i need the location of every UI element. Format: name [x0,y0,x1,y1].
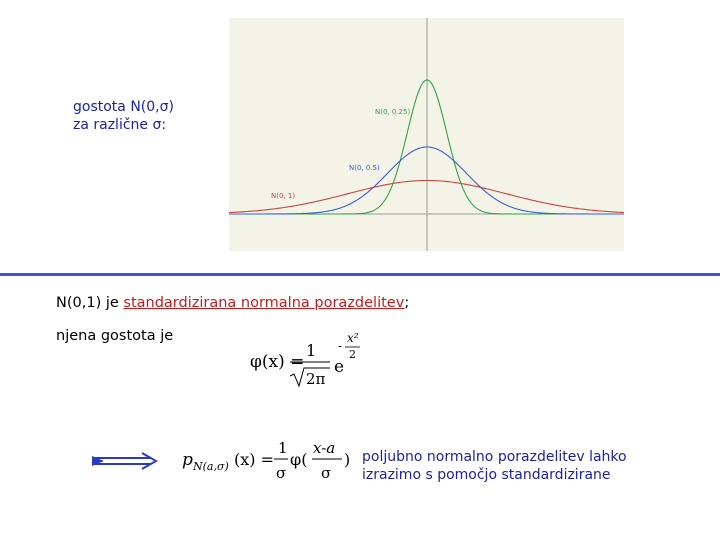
formula1-exp-numerator: x² [347,331,359,345]
formula1-base: e [334,357,345,377]
formula2-phi: φ( [290,450,308,469]
formula2-frac1-denominator: σ [276,464,287,482]
curve-label-1: N(0, 0.5) [349,164,380,172]
formula2-close: ) [344,450,351,469]
formula1-lhs: φ(x) = [250,352,305,372]
formula2-frac2-numerator: x-a [313,439,336,457]
explanation-line-2: izrazimo s pomočjo standardizirane [362,467,611,483]
statement-prefix: N(0,1) je [56,295,124,311]
formula1-numerator: 1 [306,341,317,360]
curve-labels [271,108,410,200]
general-normal-density-formula [180,438,358,484]
density-label: njena gostota je [56,328,174,344]
formula2-frac2-denominator: σ [321,464,332,482]
standard-normal-statement [56,295,409,311]
double-arrow-icon [90,452,160,470]
divider-line [0,273,720,276]
formula2-frac1-numerator: 1 [278,439,288,457]
curve-label-2: N(0, 1) [271,192,296,200]
formula2-p: p [182,450,193,470]
graph-caption [73,98,174,134]
caption-line-2: za različne σ: [73,117,167,133]
formula1-exp-minus: - [338,339,343,353]
formula1-exp-denominator: 2 [349,348,356,361]
formula2-subscript: N(a,σ) [193,460,229,473]
explanation-line-1: poljubno normalno porazdelitev lahko [362,449,627,465]
normal-density-graph [229,18,624,251]
standard-normal-density-formula [250,328,380,390]
statement-suffix: ; [404,295,410,311]
standard-normal-link[interactable]: standardizirana normalna porazdelitev [123,295,405,311]
formula1-denominator: 2π [306,370,326,388]
formula2-lhs-rest: (x) = [234,450,274,469]
explanation-text [362,448,627,484]
caption-line-1: gostota N(0,σ) [73,99,174,115]
curve-label-0: N(0, 0.25) [375,108,411,116]
